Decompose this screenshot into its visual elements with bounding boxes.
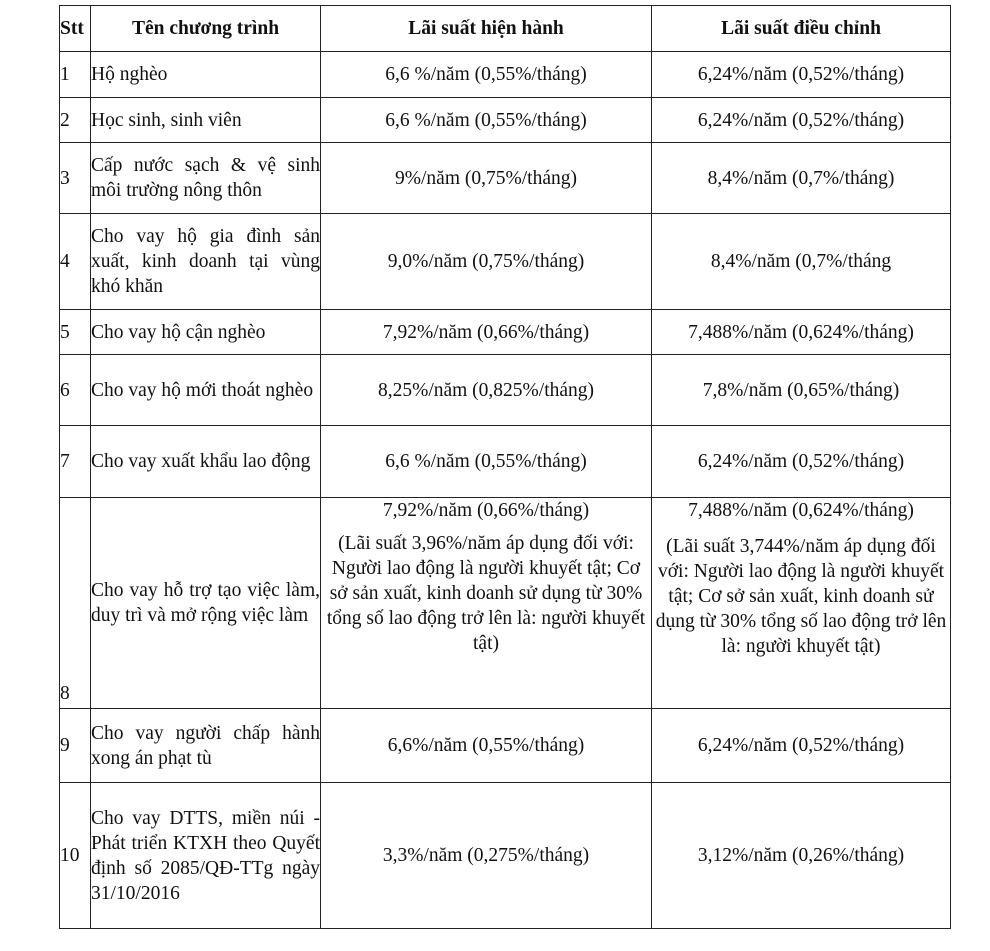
- row-stt: 10: [60, 783, 91, 929]
- current-rate: 9,0%/năm (0,75%/tháng): [321, 214, 652, 310]
- adjusted-rate: 6,24%/năm (0,52%/tháng): [652, 52, 951, 98]
- program-name: Cho vay DTTS, miền núi - Phát triển KTXH theo Quyết định số 2085/QĐ-TTg ngày 31/10/2016: [91, 783, 321, 929]
- table-row: [60, 214, 951, 310]
- adjusted-rate: 7,488%/năm (0,624%/tháng): [652, 310, 951, 355]
- adjusted-rate: 7,8%/năm (0,65%/tháng): [652, 355, 951, 426]
- header-current-rate: Lãi suất hiện hành: [321, 6, 652, 52]
- adjusted-rate: 6,24%/năm (0,52%/tháng): [652, 98, 951, 143]
- row-stt: 2: [60, 98, 91, 143]
- table-row: [60, 143, 951, 214]
- adjusted-rate-note: (Lãi suất 3,744%/năm áp dụng đối với: Người lao động là người khuyết tật; Cơ sở sản xuất, kinh doanh sử dụng từ 30% tổng số lao động trở lên là: người khuyết tật): [655, 536, 947, 657]
- program-name: Cấp nước sạch & vệ sinh môi trường nông thôn: [91, 143, 321, 214]
- program-name: Cho vay hỗ trợ tạo việc làm, duy trì và mở rộng việc làm: [91, 498, 321, 709]
- row-stt: 7: [60, 426, 91, 498]
- program-name: Cho vay xuất khẩu lao động: [91, 426, 321, 498]
- adjusted-rate: 8,4%/năm (0,7%/tháng): [652, 143, 951, 214]
- program-name: Hộ nghèo: [91, 52, 321, 98]
- header-program-name: Tên chương trình: [91, 6, 321, 52]
- row-stt: 1: [60, 52, 91, 98]
- table-row: [60, 98, 951, 143]
- current-rate: 6,6 %/năm (0,55%/tháng): [321, 98, 652, 143]
- program-name: Học sinh, sinh viên: [91, 98, 321, 143]
- current-rate: 6,6%/năm (0,55%/tháng): [321, 709, 652, 783]
- row-stt: 5: [60, 310, 91, 355]
- program-name: Cho vay người chấp hành xong án phạt tù: [91, 709, 321, 783]
- table-row: [60, 310, 951, 355]
- header-stt: Stt: [60, 6, 91, 52]
- interest-rate-table: [59, 5, 951, 929]
- adjusted-rate: 7,488%/năm (0,624%/tháng): [688, 500, 914, 521]
- row-stt: 8: [60, 498, 91, 709]
- header-adjusted-rate: Lãi suất điều chỉnh: [652, 6, 951, 52]
- row-stt: 6: [60, 355, 91, 426]
- table-row: [60, 355, 951, 426]
- current-rate: 7,92%/năm (0,66%/tháng): [321, 310, 652, 355]
- program-name: Cho vay hộ gia đình sản xuất, kinh doanh tại vùng khó khăn: [91, 214, 321, 310]
- adjusted-rate: 6,24%/năm (0,52%/tháng): [652, 426, 951, 498]
- adjusted-rate: 3,12%/năm (0,26%/tháng): [652, 783, 951, 929]
- table-row: [60, 426, 951, 498]
- program-name: Cho vay hộ mới thoát nghèo: [91, 355, 321, 426]
- adjusted-rate-cell: [652, 498, 951, 709]
- table-row: [60, 52, 951, 98]
- row-stt: 3: [60, 143, 91, 214]
- row-stt: 9: [60, 709, 91, 783]
- current-rate: 6,6 %/năm (0,55%/tháng): [321, 426, 652, 498]
- current-rate: 6,6 %/năm (0,55%/tháng): [321, 52, 652, 98]
- table-row: [60, 498, 951, 709]
- table-row: [60, 783, 951, 929]
- current-rate-cell: [321, 498, 652, 709]
- current-rate: 8,25%/năm (0,825%/tháng): [321, 355, 652, 426]
- header-row: [60, 6, 951, 52]
- current-rate: 9%/năm (0,75%/tháng): [321, 143, 652, 214]
- current-rate: 7,92%/năm (0,66%/tháng): [382, 500, 590, 521]
- row-stt: 4: [60, 214, 91, 310]
- table-row: [60, 709, 951, 783]
- adjusted-rate: 6,24%/năm (0,52%/tháng): [652, 709, 951, 783]
- current-rate: 3,3%/năm (0,275%/tháng): [321, 783, 652, 929]
- adjusted-rate: 8,4%/năm (0,7%/tháng: [652, 214, 951, 310]
- current-rate-note: (Lãi suất 3,96%/năm áp dụng đối với: Người lao động là người khuyết tật; Cơ sở sản xuất, kinh doanh sử dụng từ 30% tổng số lao động trở lên là: người khuyết tật): [326, 533, 646, 654]
- program-name: Cho vay hộ cận nghèo: [91, 310, 321, 355]
